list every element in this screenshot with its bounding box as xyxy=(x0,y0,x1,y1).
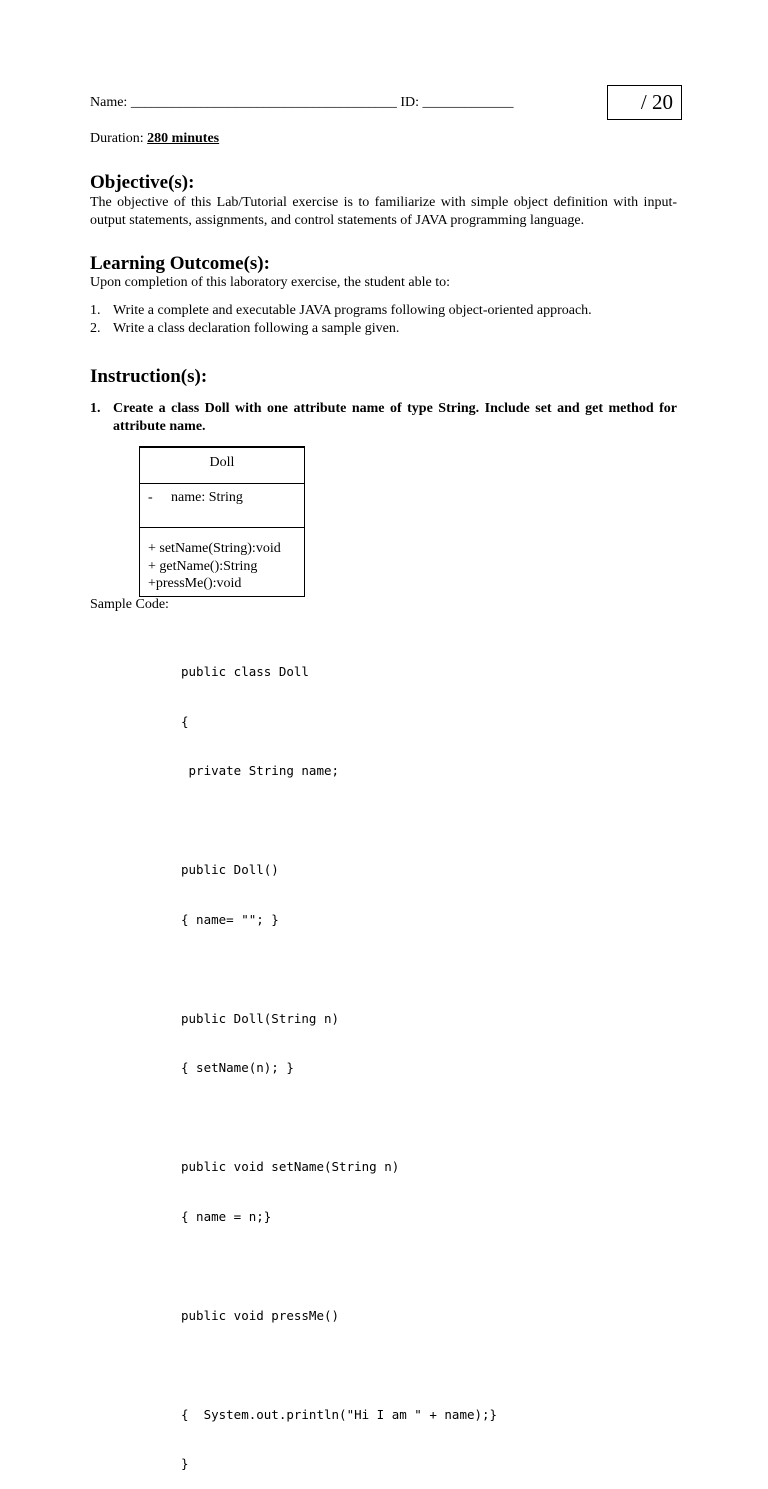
question-text: Create a class Doll with one attribute name of type String. Include set and get method for attribute name. xyxy=(113,401,677,434)
uml-attribute: name: String xyxy=(171,490,243,505)
uml-method: + setName(String):void xyxy=(148,541,281,556)
uml-method: + getName():String xyxy=(148,558,258,574)
duration xyxy=(90,130,219,148)
objective-text: The objective of this Lab/Tutorial exercise is to familiarize with simple object definition with input-output statements, assignments, and control statements of JAVA programming language. xyxy=(90,195,677,228)
sample-code-block xyxy=(181,631,497,1489)
learning-outcomes-title: Learning Outcome(s): xyxy=(90,253,270,274)
uml-visibility-marker: - xyxy=(148,490,153,505)
list-item-number: 1. xyxy=(90,303,101,318)
code-line: public void pressMe() xyxy=(181,1307,340,1323)
uml-class-name: Doll xyxy=(140,448,304,484)
code-line: private String name; xyxy=(181,763,340,778)
learning-outcomes-list xyxy=(90,302,592,338)
uml-method: +pressMe():void xyxy=(148,576,242,591)
code-line: public class Doll xyxy=(181,664,309,679)
name-id-line: Name: ______________________________________ ID: _____________ xyxy=(90,95,514,110)
list-item-text: Write a complete and executable JAVA programs following object-oriented approach. xyxy=(113,303,592,318)
list-item-number: 2. xyxy=(90,321,101,336)
score-box xyxy=(607,85,682,120)
code-line: { name= ""; } xyxy=(181,911,279,927)
learning-outcomes-intro: Upon completion of this laboratory exercise, the student able to: xyxy=(90,275,451,290)
code-line xyxy=(181,961,497,978)
code-line xyxy=(181,1258,497,1275)
uml-attributes xyxy=(140,484,304,528)
objective-title: Objective(s): xyxy=(90,172,195,193)
duration-value: 280 minutes xyxy=(147,131,220,146)
question-1 xyxy=(90,400,677,436)
question-number: 1. xyxy=(90,401,101,416)
code-line: public Doll(String n) xyxy=(181,1010,340,1026)
code-line: public void setName(String n) xyxy=(181,1159,400,1174)
score-text: / 20 xyxy=(640,90,673,114)
duration-label: Duration: xyxy=(90,131,148,146)
code-line xyxy=(181,1357,497,1374)
uml-class-diagram xyxy=(139,446,305,597)
list-item xyxy=(90,302,592,320)
sample-code-label: Sample Code: xyxy=(90,597,169,612)
list-item xyxy=(90,320,592,338)
code-line xyxy=(181,1110,497,1127)
code-line xyxy=(181,813,497,830)
list-item-text: Write a class declaration following a sample given. xyxy=(113,321,400,336)
code-line: { setName(n); } xyxy=(181,1060,294,1075)
code-line: { System.out.println("Hi I am " + name);} xyxy=(181,1406,498,1422)
code-line: { xyxy=(181,713,189,729)
code-line: { name = n;} xyxy=(181,1208,272,1224)
uml-methods xyxy=(140,528,304,593)
instructions-title: Instruction(s): xyxy=(90,366,208,387)
code-line: public Doll() xyxy=(181,862,279,877)
code-line: } xyxy=(181,1456,189,1471)
